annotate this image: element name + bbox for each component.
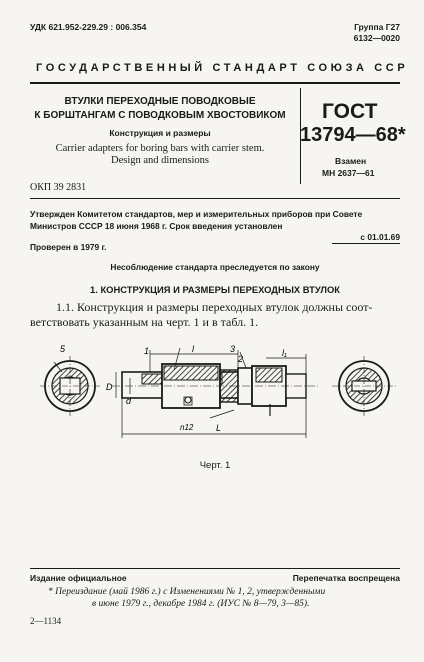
okp-code: ОКП 39 2831 [30, 182, 87, 193]
approval-line2: Министров СССР 18 июня 1968 г. Срок введения установлен [30, 221, 283, 231]
title-ru-line2: К БОРШТАНГАМ С ПОВОДКОВЫМ ХВОСТОВИКОМ [34, 110, 286, 121]
left-end-view [40, 356, 100, 416]
label-d: d [126, 396, 132, 406]
title-ru-sub: Конструкция и размеры [109, 128, 211, 138]
gost-number: 13794—68* [300, 124, 406, 146]
udk-code: УДК 621.952-229.29 : 006.354 [30, 22, 147, 32]
group-code: Группа Г27 [354, 22, 400, 32]
header-rule [30, 82, 400, 84]
label-2: 2 [238, 354, 244, 364]
label-D: D [106, 382, 113, 392]
approval-line1: Утвержден Комитетом стандартов, мер и измерительных приборов при Совете [30, 209, 363, 219]
date-underline [332, 243, 400, 244]
org-title: ГОСУДАРСТВЕННЫЙ СТАНДАРТ СОЮЗА ССР [36, 62, 409, 74]
paragraph-line2: ветствовать указанным на черт. 1 и в табл. 1. [30, 315, 259, 329]
title-en-line1: Carrier adapters for boring bars with carrier stem. [55, 143, 265, 154]
label-3: 3 [230, 344, 236, 354]
title-ru-line1: ВТУЛКИ ПЕРЕХОДНЫЕ ПОВОДКОВЫЕ [64, 96, 256, 107]
okp-rule [30, 198, 400, 199]
section-heading: 1. КОНСТРУКЦИЯ И РАЗМЕРЫ ПЕРЕХОДНЫХ ВТУЛОК [90, 284, 340, 295]
right-end-view [332, 356, 396, 416]
side-view [112, 364, 320, 416]
label-l1: l₁ [282, 348, 287, 358]
gost-label: ГОСТ [322, 100, 378, 123]
classifier-code: 6132—0020 [353, 33, 400, 43]
reissue-note-line1: * Переиздание (май 1986 г.) с Изменениями № 1, 2, утвержденными [48, 587, 326, 597]
reissue-note-line2: в июне 1979 г., декабре 1984 г. (ИУС № 8—79, 3—85). [92, 599, 310, 609]
footer-rule [30, 568, 400, 569]
paragraph-line1: 1.1. Конструкция и размеры переходных втулок должны соот- [56, 300, 373, 314]
title-en-line2: Design and dimensions [111, 155, 209, 166]
effective-date: с 01.01.69 [360, 232, 400, 242]
label-5: 5 [60, 344, 66, 354]
label-L: L [216, 423, 222, 433]
label-roughness: n12 [180, 423, 194, 432]
technical-drawing [30, 338, 410, 458]
replaces-value: МН 2637—61 [322, 168, 375, 178]
label-1: 1 [144, 346, 150, 356]
page-code: 2—1134 [30, 616, 62, 626]
law-notice: Несоблюдение стандарта преследуется по закону [110, 262, 320, 272]
replaces-label: Взамен [335, 156, 367, 166]
label-l: l [192, 344, 194, 354]
reprint-notice: Перепечатка воспрещена [292, 573, 400, 583]
official-edition: Издание официальное [30, 573, 127, 583]
drawing-caption: Черт. 1 [199, 460, 231, 471]
checked-year: Проверен в 1979 г. [30, 242, 107, 252]
